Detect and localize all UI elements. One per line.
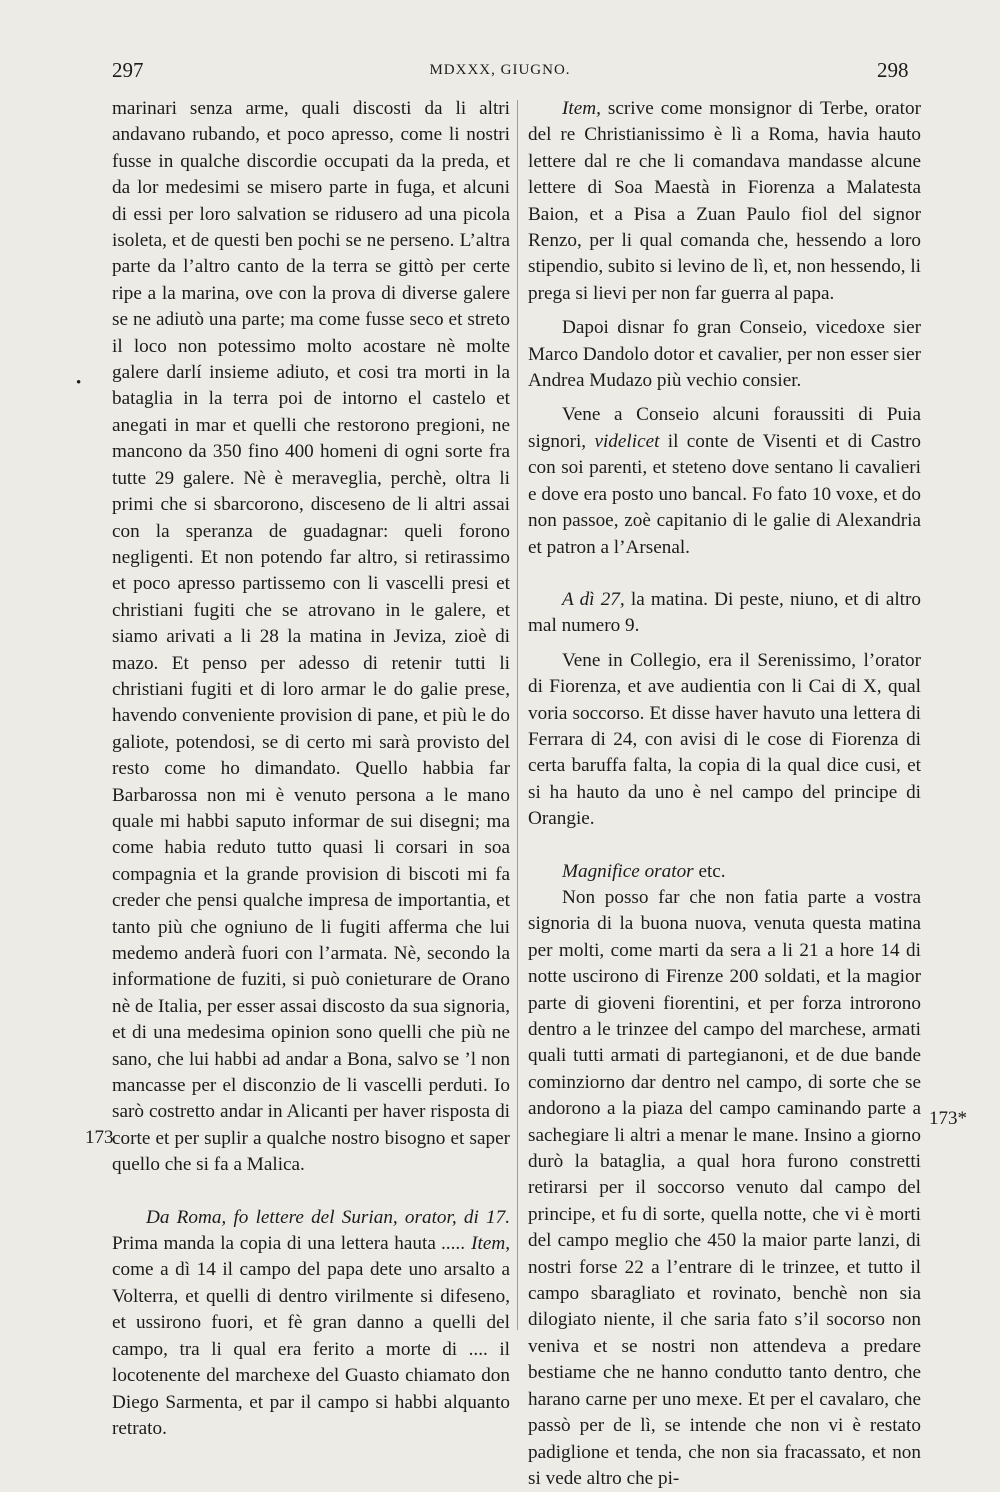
- column-divider: [517, 100, 518, 1330]
- right-paragraph-2: Dapoi disnar fo gran Conseio, vicedoxe sier Marco Dandolo dotor et cavalier, per non esser sier Andrea Mudazo più vechio consier.: [528, 317, 921, 392]
- right-paragraph-4: A dì 27, la matina. Di peste, niuno, et di altro mal numero 9.: [528, 588, 921, 637]
- margin-note-right: 173*: [929, 1108, 967, 1129]
- running-head: MDXXX, GIUGNO.: [429, 62, 571, 78]
- right-paragraph-1: Item, scrive come monsignor di Terbe, orator del re Christianissimo è lì a Roma, havia hauto lettere dal re che li comandava mandasse alcune lettere di Soa Maestà in Fiorenza a Malatesta Baion, et a Pisa a Zuan Paulo fiol del signor Renzo, per li qual comanda che, hessendo a loro stipendio, subito si levino de lì, et, non hessendo, li prega si lievi per non far guerra al papa.: [528, 98, 921, 304]
- margin-dot: •: [76, 375, 82, 391]
- right-paragraph-7: Non posso far che non fatia parte a vostra signoria di la buona nuova, venuta questa matina per molti, come marti da sera a li 21 a hore 14 di notte uscirono di Firenze 200 soldati, et la magior parte di gioveni fiorentini, et per forza introrono dentro a le trinzee del campo del marchese, armati quali tutti armati di partegianoni, et de due bande cominziorno dar dentro nel campo, di sorte che se andorono a la piaza del campo caminando parte a sachegiare li altri a menar le mane. Insino a giorno durò la bataglia, a qual hora furono constretti retirarsi per il soccorso venuto dal campo del principe, et fu di sorte, quella notte, che vi è morti del campo meglio che 450 la maior parte lanzi, di nostri forse 22 a l’entrare di le trinzee, et tutto il campo sbaragliato et rovinato, benchè non sia dilogiato niente, il che saria fato s’il socorso non veniva et se nostri non attendeva a predare bestiame che ne hanno condutto tanto dentro, che harano carne per uno mexe. Et per el cavalaro, che passò per de lì, se intende che non vi è restato padiglione et tenda, che non sia fracassato, et non si vede altro che pi-: [528, 886, 921, 1489]
- page-number-right: 298: [877, 58, 909, 82]
- margin-note-left: 173: [85, 1127, 114, 1148]
- right-paragraph-5: Vene in Collegio, era il Serenissimo, l’orator di Fiorenza, et ave audientia con li Cai di X, qual voria soccorso. Et disse haver havuto una lettera di Ferrara di 24, con avisi di le cose di Fiorenza di certa baruffa falta, la copia di la qual dice cusi, et si ha hauto da uno è nel campo del principe di Orangie.: [528, 649, 921, 830]
- left-paragraph-2: Da Roma, fo lettere del Surian, orator, di 17. Prima manda la copia di una lettera hauta ..... Item, come a dì 14 il campo del papa dete uno arsalto a Volterra, et quelli di dentro virilmente si difeseno, et ussirono fuori, et fè gran danno a quelli del campo, tra li qual era ferito a morte di .... il locotenente del marchexe del Guasto chiamato don Diego Sarmenta, et par il campo si habbi alquanto retrato.: [112, 1206, 510, 1439]
- left-paragraph-1: marinari senza arme, quali discosti da li altri andavano rubando, et poco apresso, come li nostri fusse in qualche discordie occupati da la preda, et da lor medesimi se misero parte in fuga, et alcuni di essi per loro salvation se ridusero ad una picola isoleta, et de questi ben pochi se ne perseno. L’altra parte da l’altro canto de la terra se gittò per certe ripe a la marina, ove con la prova di diverse galere se ne adiutò una parte; ma come fusse seco et streto il loco non potessimo molto acostare nè molte galere darlí insieme adiuto, et cosi tra morti in la bataglia in la terra poi de intorno el castelo et anegati in mar et quelli che restorono pregioni, ne mancono da 350 fino 400 homeni di ogni sorte fra tutte 29 galere. Nè è meraveglia, perchè, oltra li primi che si sbarcorono, disceseno de li altri assai con la speranza de guadagnar: queli forono negligenti. Et non potendo far altro, si retirassimo et poco apresso partissemo con li vascelli presi et christiani fugiti che se atrovano in le galere, et siamo arivati a li 28 la matina in Jeviza, zioè di mazo. Et penso per adesso di retenir tutti li christiani fugiti et di loro armar le do galie prese, havendo conveniente provision di pane, et più le do galiote, potendosi, se di certo mi sarà provisto del resto come ho dimandato. Quello habbia far Barbarossa non mi è venuto persona a le mano quale mi habbi saputo informar de sui disegni; ma come habia reduto tutto quasi li corsari in soa compagnia et la grande provision di biscoti mi fa creder che pensi qualche impresa de importantia, et tanto più che ogniuno de li fugiti afferma che lui medemo anderà fuori con l’armata. Nè, secondo la informatione de fuziti, si può conieturare de Orano nè de Italia, per esser assai discosto da sua signoria, et di una medesima opinion sono quelli che più ne sano, che lui habbi ad andar a Bona, salvo se ’l non mancasse per el disconzio de li vascelli perduti. Io sarò costretto andar in Alicanti per haver risposta di corte et per suplir a qualche nostro bisogno et saper quello che si fa a Malica.: [112, 98, 510, 1176]
- page-number-left: 297: [112, 58, 144, 82]
- right-paragraph-3: Vene a Conseio alcuni foraussiti di Puia signori, videlicet il conte de Visenti et di Castro con soi parenti, et steteno dove sentano li cavalieri e dove era posto uno bancal. Fo fato 10 voxe, et do non passoe, zoè capitanio di le galie di Alexandria et patron a l’Arsenal.: [528, 404, 921, 558]
- left-column: [112, 96, 510, 1442]
- right-paragraph-6: Magnifice orator etc.: [562, 860, 726, 882]
- right-column: [528, 96, 921, 1492]
